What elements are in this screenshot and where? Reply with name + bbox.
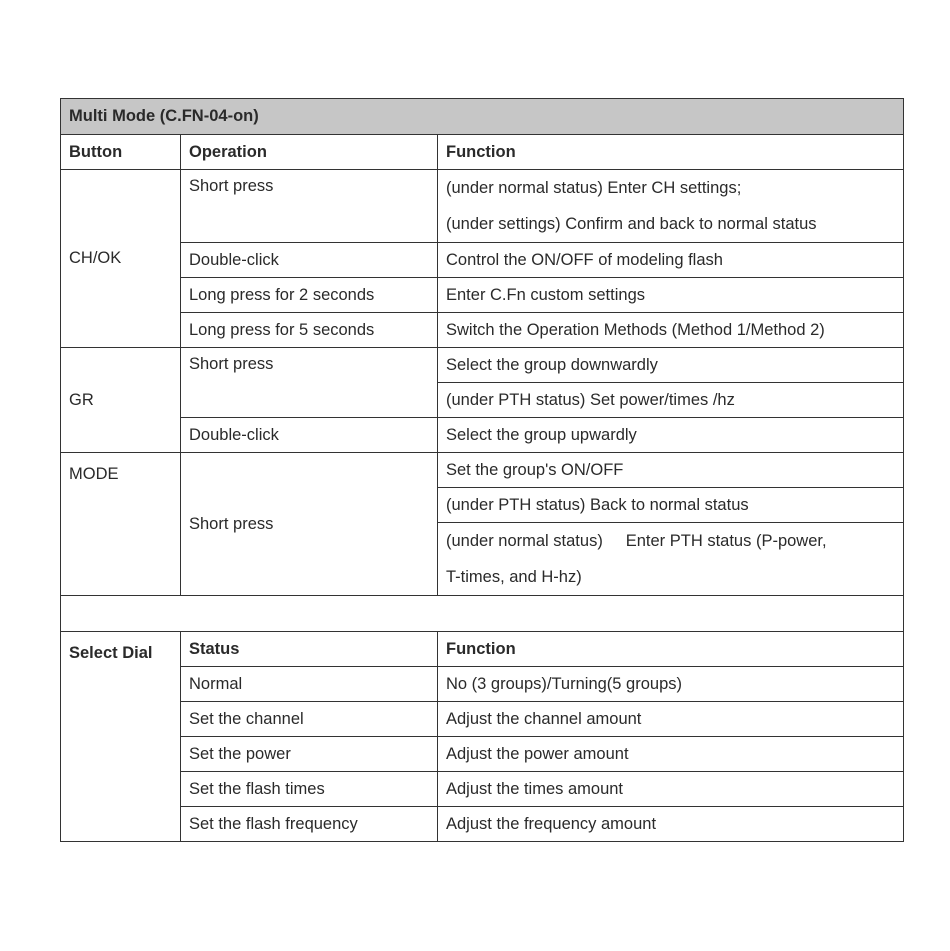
multi-mode-table — [60, 98, 904, 842]
table-row — [61, 170, 904, 243]
table-row — [61, 313, 904, 348]
function-cell: Enter C.Fn custom settings — [438, 278, 904, 313]
function-cell: Adjust the frequency amount — [438, 807, 904, 842]
table-row — [61, 702, 904, 737]
header-row — [61, 632, 904, 667]
function-cell: Control the ON/OFF of modeling flash — [438, 243, 904, 278]
operation-cell: Short press — [181, 348, 438, 418]
table-row — [61, 667, 904, 702]
header-function: Function — [438, 632, 904, 667]
function-cell — [438, 523, 904, 596]
function-cell: No (3 groups)/Turning(5 groups) — [438, 667, 904, 702]
function-line: (under settings) Confirm and back to normal status — [446, 215, 817, 233]
status-cell: Normal — [181, 667, 438, 702]
operation-cell: Short press — [181, 453, 438, 596]
function-line: (under normal status) Enter CH settings; — [446, 179, 742, 197]
table-row — [61, 453, 904, 488]
function-cell: Select the group upwardly — [438, 418, 904, 453]
function-cell: Adjust the power amount — [438, 737, 904, 772]
function-cell: Adjust the times amount — [438, 772, 904, 807]
function-cell: Select the group downwardly — [438, 348, 904, 383]
header-row — [61, 135, 904, 170]
blank-cell — [61, 596, 904, 632]
function-line: T-times, and H-hz) — [446, 568, 582, 586]
header-button: Button — [61, 135, 181, 170]
header-status: Status — [181, 632, 438, 667]
status-cell: Set the power — [181, 737, 438, 772]
table-title: Multi Mode (C.FN-04-on) — [61, 99, 904, 135]
table-row — [61, 243, 904, 278]
header-operation: Operation — [181, 135, 438, 170]
function-cell: Adjust the channel amount — [438, 702, 904, 737]
button-gr: GR — [61, 348, 181, 453]
function-line: (under normal status) Enter PTH status (P-power, — [446, 532, 827, 550]
status-cell: Set the flash times — [181, 772, 438, 807]
status-cell: Set the flash frequency — [181, 807, 438, 842]
button-mode: MODE — [61, 453, 181, 596]
table-row — [61, 807, 904, 842]
function-cell: (under PTH status) Back to normal status — [438, 488, 904, 523]
table-row — [61, 348, 904, 383]
operation-cell: Long press for 5 seconds — [181, 313, 438, 348]
operation-cell: Long press for 2 seconds — [181, 278, 438, 313]
function-cell — [438, 170, 904, 243]
status-cell: Set the channel — [181, 702, 438, 737]
button-chok: CH/OK — [61, 170, 181, 348]
table-row — [61, 418, 904, 453]
operation-cell: Double-click — [181, 418, 438, 453]
table-row — [61, 772, 904, 807]
header-select-dial: Select Dial — [61, 632, 181, 842]
function-cell: (under PTH status) Set power/times /hz — [438, 383, 904, 418]
operation-cell: Short press — [181, 170, 438, 243]
function-cell: Switch the Operation Methods (Method 1/Method 2) — [438, 313, 904, 348]
blank-row — [61, 596, 904, 632]
table-title-row — [61, 99, 904, 135]
operation-cell: Double-click — [181, 243, 438, 278]
table-row — [61, 737, 904, 772]
function-cell: Set the group's ON/OFF — [438, 453, 904, 488]
table-row — [61, 278, 904, 313]
header-function: Function — [438, 135, 904, 170]
